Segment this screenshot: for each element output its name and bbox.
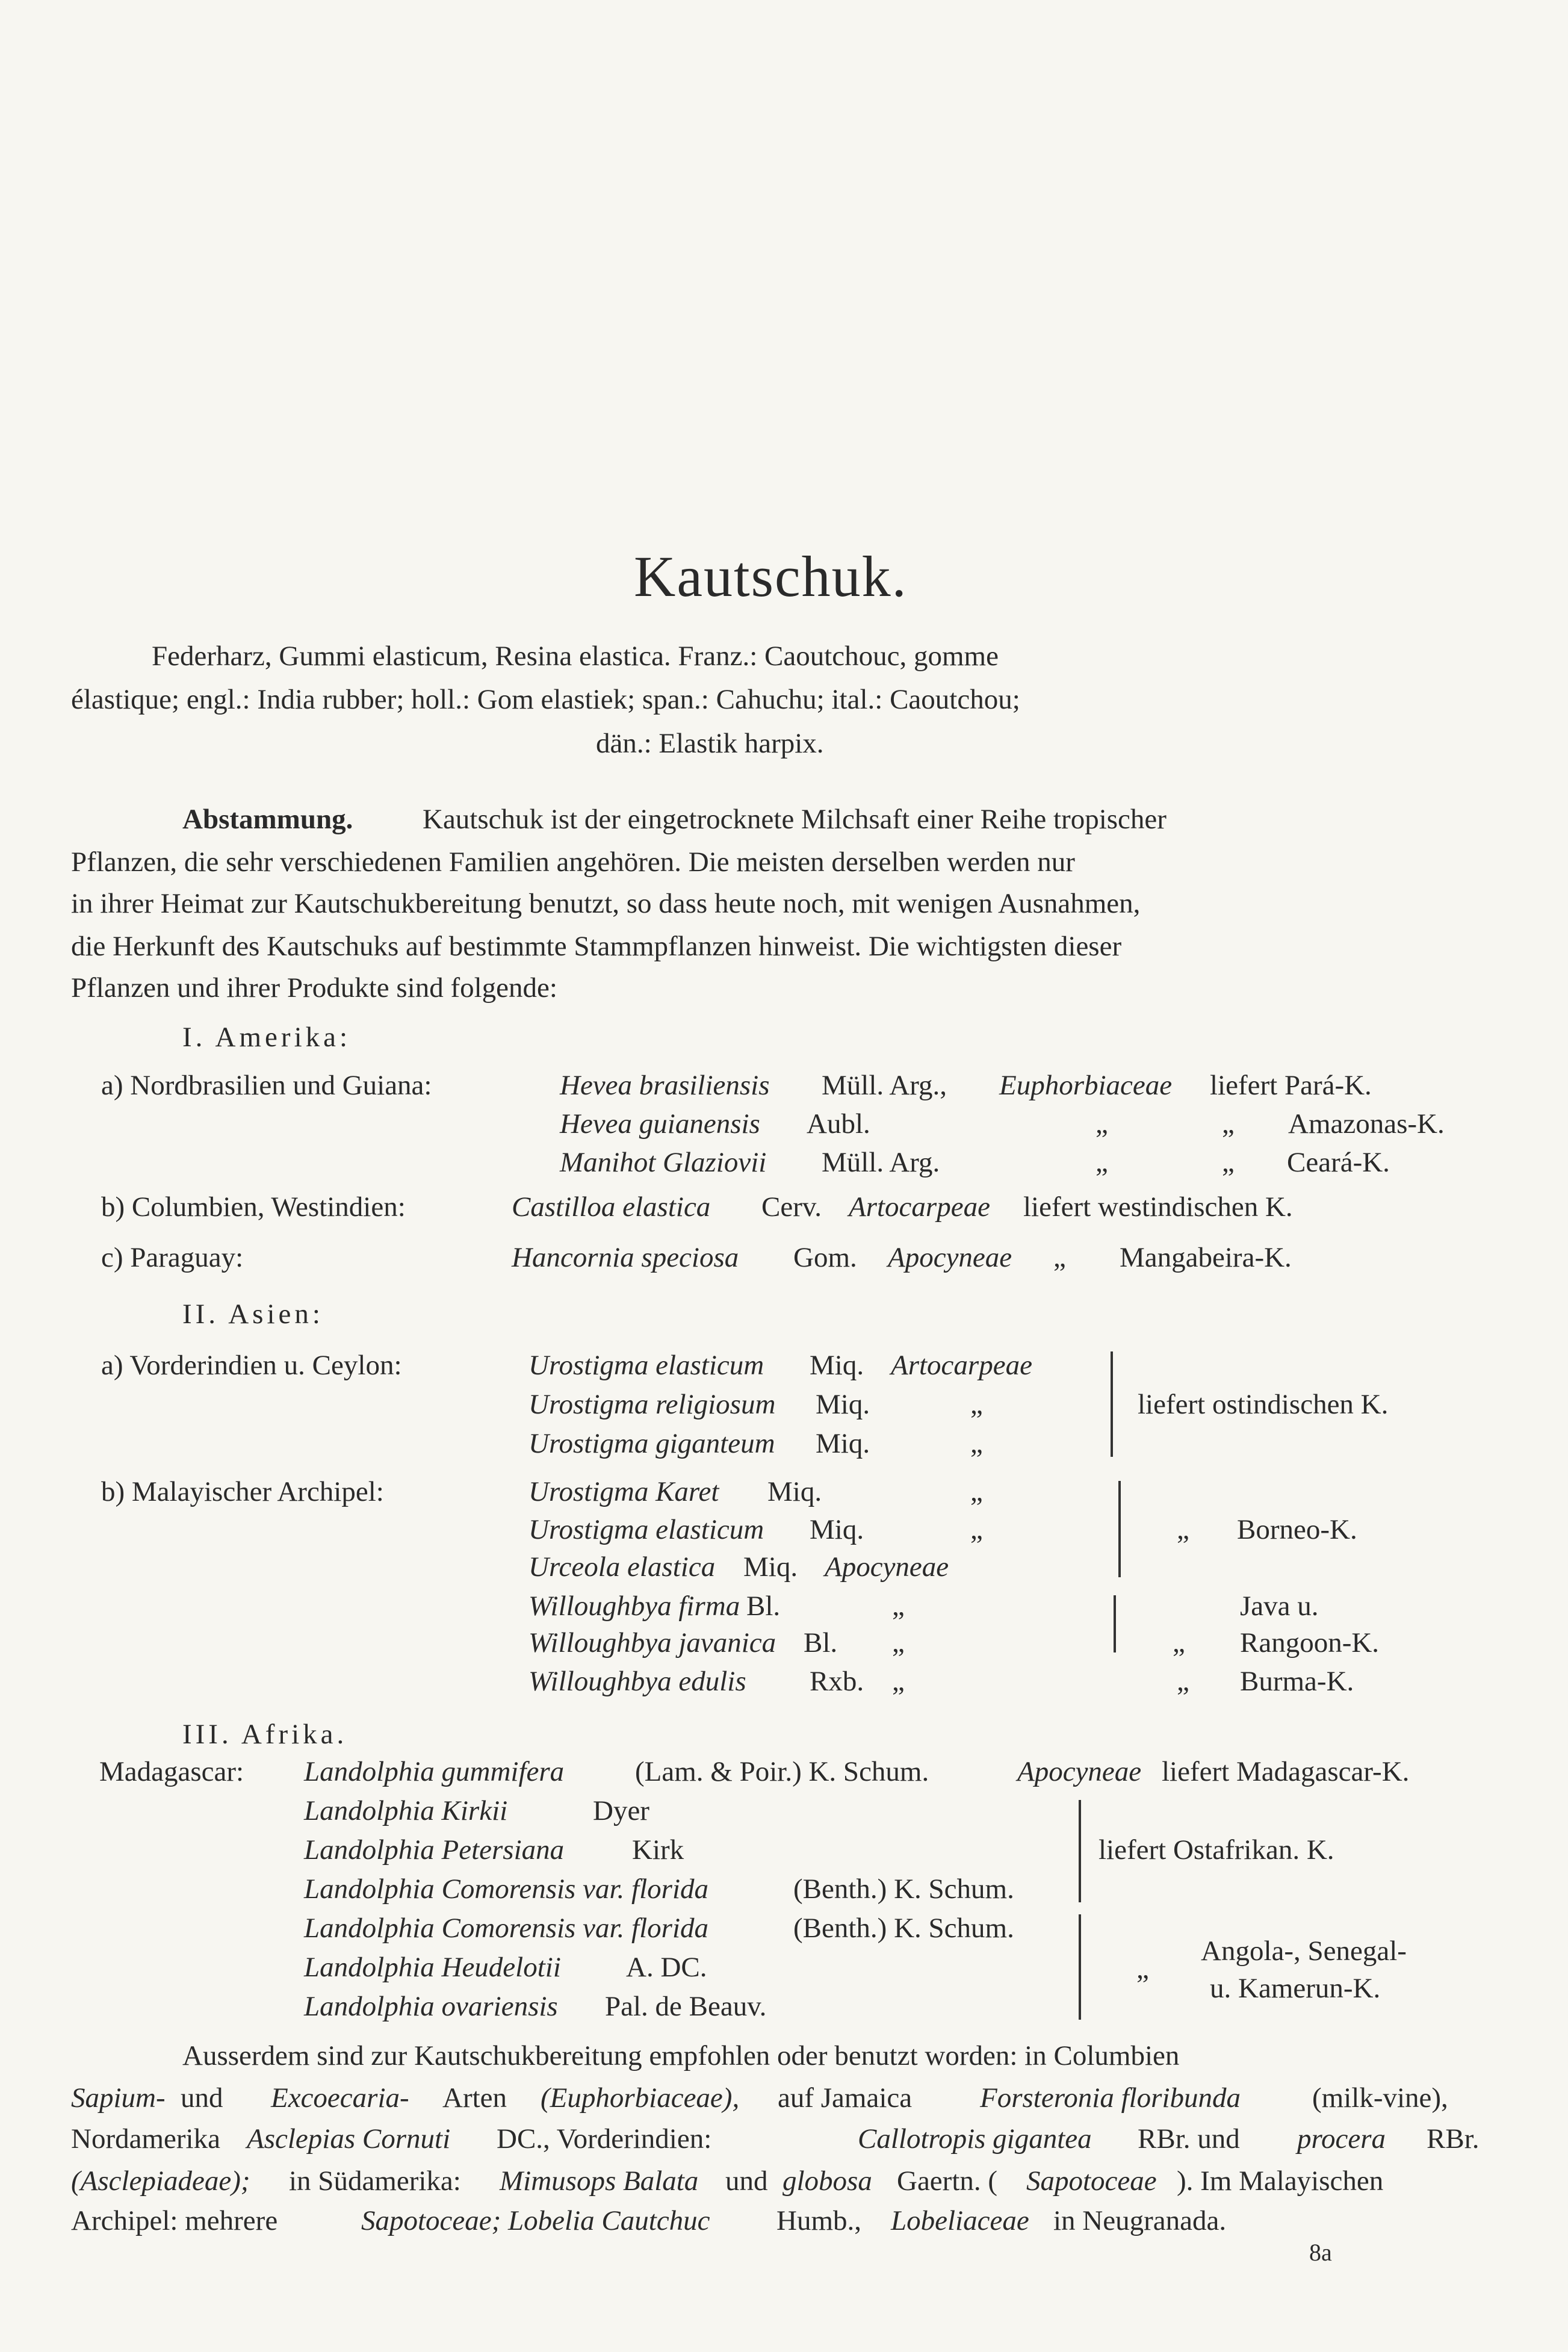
america-a3-ditto-2: „ [1222, 1147, 1235, 1178]
africa-w2-species: Landolphia Heudelotii [304, 1952, 561, 1983]
america-a2-species: Hevea guianensis [560, 1108, 760, 1140]
brace-africa-east [1079, 1800, 1081, 1902]
asia-b-label: b) Malayischer Archipel: [101, 1476, 384, 1507]
america-c-species: Hancornia speciosa [512, 1242, 739, 1273]
america-b-product: liefert westindischen K. [1023, 1191, 1293, 1223]
africa-w2-author: A. DC. [626, 1952, 707, 1983]
asia-b4-species: Willoughbya firma [528, 1590, 740, 1622]
closing-l3-d: Callotropis gigantea [858, 2123, 1092, 2155]
africa-madagascar-label: Madagascar: [99, 1756, 244, 1787]
closing-l4-h: ). Im Malayischen [1177, 2165, 1384, 2197]
africa-o-product: liefert Ostafrikan. K. [1099, 1834, 1334, 1866]
america-b-family: Artocarpeae [849, 1191, 990, 1223]
closing-l3-c: DC., Vorderindien: [497, 2123, 712, 2155]
closing-l3-b: Asclepias Cornuti [247, 2123, 451, 2155]
asia-a3-author: Miq. [816, 1428, 870, 1459]
america-a2-ditto-2: „ [1222, 1108, 1235, 1140]
brace-asia-a [1111, 1351, 1113, 1457]
intro-line-1: Kautschuk ist der eingetrocknete Milchsaft einer Reihe tropischer [423, 804, 1167, 835]
closing-l3-f: procera [1297, 2123, 1386, 2155]
asia-b1-ditto: „ [970, 1476, 983, 1507]
asia-b-product2-line1: Java u. [1240, 1590, 1319, 1622]
heading-amerika: I. Amerika: [182, 1022, 352, 1053]
america-a3-product: Ceará-K. [1287, 1147, 1390, 1178]
closing-l2-a: Sapium- [71, 2082, 166, 2114]
brace-asia-b-2 [1114, 1595, 1116, 1652]
closing-l5-b: Sapotoceae; Lobelia Cautchuc [361, 2205, 710, 2236]
asia-a3-species: Urostigma giganteum [528, 1428, 775, 1459]
asia-b5-author: Bl. [804, 1627, 838, 1659]
closing-l5-e: in Neugranada. [1053, 2205, 1227, 2236]
intro-line-2: Pflanzen, die sehr verschiedenen Familien angehören. Die meisten derselben werden nur [71, 846, 1075, 878]
asia-b-product1: Borneo-K. [1237, 1514, 1357, 1545]
america-a-label: a) Nordbrasilien und Guiana: [101, 1070, 432, 1101]
america-c-family: Apocyneae [888, 1242, 1012, 1273]
synonyms-line-2: élastique; engl.: India rubber; holl.: Gom elastiek; span.: Cahuchu; ital.: Caoutchou; [71, 684, 1020, 715]
intro-line-3: in ihrer Heimat zur Kautschukbereitung benutzt, so dass heute noch, mit wenigen Ausnahmen, [71, 888, 1141, 919]
america-c-author: Gom. [793, 1242, 857, 1273]
closing-l2-c: Excoecaria- [271, 2082, 409, 2114]
asia-b1-species: Urostigma Karet [528, 1476, 719, 1507]
asia-b1-author: Miq. [767, 1476, 822, 1507]
asia-a1-family: Artocarpeae [891, 1350, 1032, 1381]
africa-w-product-line2: u. Kamerun-K. [1210, 1973, 1381, 2004]
asia-b3-species: Urceola elastica [528, 1551, 716, 1583]
closing-l4-d: und [725, 2165, 768, 2197]
africa-w3-species: Landolphia ovariensis [304, 1991, 558, 2022]
asia-a2-species: Urostigma religiosum [528, 1389, 776, 1420]
closing-l3-e: RBr. und [1138, 2123, 1240, 2155]
africa-m-family: Apocyneae [1017, 1756, 1142, 1787]
africa-w-ditto: „ [1136, 1953, 1149, 1985]
closing-l4-f: Gaertn. ( [897, 2165, 998, 2197]
heading-asien: II. Asien: [182, 1299, 324, 1330]
africa-w3-author: Pal. de Beauv. [605, 1991, 767, 2022]
asia-a1-author: Miq. [810, 1350, 864, 1381]
asia-b5-ditto: „ [892, 1627, 905, 1659]
closing-l2-b: und [181, 2082, 223, 2114]
africa-o1-species: Landolphia Kirkii [304, 1795, 508, 1826]
section-heading-abstammung: Abstammung. [182, 804, 353, 835]
america-a3-author: Müll. Arg. [822, 1147, 940, 1178]
asia-a-label: a) Vorderindien u. Ceylon: [101, 1350, 402, 1381]
heading-afrika: III. Afrika. [182, 1719, 348, 1750]
asia-b2-author: Miq. [810, 1514, 864, 1545]
africa-o1-author: Dyer [593, 1795, 649, 1826]
asia-b2-ditto: „ [970, 1514, 983, 1545]
closing-l5-c: Humb., [776, 2205, 861, 2236]
america-c-ditto: „ [1053, 1242, 1066, 1273]
asia-b2-species: Urostigma elasticum [528, 1514, 764, 1545]
america-c-product: Mangabeira-K. [1120, 1242, 1292, 1273]
asia-b6-ditto: „ [892, 1666, 905, 1697]
asia-b6-author: Rxb. [810, 1666, 864, 1697]
closing-l5-d: Lobeliaceae [891, 2205, 1029, 2236]
america-b-label: b) Columbien, Westindien: [101, 1191, 406, 1223]
america-a2-ditto-1: „ [1095, 1108, 1108, 1140]
closing-l5-a: Archipel: mehrere [71, 2205, 278, 2236]
closing-l2-e: (Euphorbiaceae), [541, 2082, 740, 2114]
america-a1-species: Hevea brasiliensis [560, 1070, 770, 1101]
africa-w1-author: (Benth.) K. Schum. [793, 1913, 1014, 1944]
closing-l3-g: RBr. [1427, 2123, 1480, 2155]
page-number: 8a [1309, 2239, 1332, 2266]
africa-w-product-line1: Angola-, Senegal- [1201, 1935, 1407, 1967]
synonyms-line-1: Federharz, Gummi elasticum, Resina elastica. Franz.: Caoutchouc, gomme [152, 641, 999, 672]
africa-o2-author: Kirk [632, 1834, 684, 1866]
intro-line-5: Pflanzen und ihrer Produkte sind folgende: [71, 972, 557, 1004]
asia-b6-species: Willoughbya edulis [528, 1666, 746, 1697]
closing-l2-d: Arten [442, 2082, 507, 2114]
asia-a-product: liefert ostindischen K. [1138, 1389, 1389, 1420]
closing-line-1: Ausserdem sind zur Kautschukbereitung empfohlen oder benutzt worden: in Columbien [182, 2040, 1180, 2071]
america-a1-author: Müll. Arg., [822, 1070, 947, 1101]
asia-b-product3-ditto: „ [1177, 1666, 1189, 1697]
america-a2-author: Aubl. [807, 1108, 870, 1140]
asia-b3-family: Apocyneae [825, 1551, 949, 1583]
africa-o3-author: (Benth.) K. Schum. [793, 1873, 1014, 1905]
america-a1-product: liefert Pará-K. [1210, 1070, 1372, 1101]
page-title: Kautschuk. [634, 544, 908, 609]
asia-a2-ditto: „ [970, 1389, 983, 1420]
america-a3-species: Manihot Glaziovii [560, 1147, 767, 1178]
asia-a1-species: Urostigma elasticum [528, 1350, 764, 1381]
asia-b-product2-line2: Rangoon-K. [1240, 1627, 1380, 1659]
asia-b5-species: Willoughbya javanica [528, 1627, 776, 1659]
closing-l3-a: Nordamerika [71, 2123, 220, 2155]
asia-b-product2-ditto: „ [1173, 1627, 1185, 1659]
asia-b3-author: Miq. [743, 1551, 798, 1583]
africa-m-author: (Lam. & Poir.) K. Schum. [635, 1756, 929, 1787]
closing-l2-g: Forsteronia floribunda [980, 2082, 1241, 2114]
closing-l4-c: Mimusops Balata [500, 2165, 699, 2197]
africa-o3-species: Landolphia Comorensis var. florida [304, 1873, 708, 1905]
africa-o2-species: Landolphia Petersiana [304, 1834, 565, 1866]
brace-africa-west [1079, 1914, 1081, 2020]
africa-m-product: liefert Madagascar-K. [1162, 1756, 1410, 1787]
america-b-author: Cerv. [761, 1191, 822, 1223]
intro-line-4: die Herkunft des Kautschuks auf bestimmte Stammpflanzen hinweist. Die wichtigsten dieser [71, 931, 1122, 962]
africa-w1-species: Landolphia Comorensis var. florida [304, 1913, 708, 1944]
closing-l2-h: (milk-vine), [1312, 2082, 1448, 2114]
asia-b4-author: Bl. [746, 1590, 781, 1622]
asia-b4-ditto: „ [892, 1590, 905, 1622]
closing-l4-b: in Südamerika: [289, 2165, 461, 2197]
america-a3-ditto-1: „ [1095, 1147, 1108, 1178]
closing-l4-a: (Asclepiadeae); [71, 2165, 250, 2197]
america-c-label: c) Paraguay: [101, 1242, 244, 1273]
closing-l2-f: auf Jamaica [778, 2082, 913, 2114]
asia-a2-author: Miq. [816, 1389, 870, 1420]
asia-b-product3: Burma-K. [1240, 1666, 1354, 1697]
closing-l4-e: globosa [782, 2165, 872, 2197]
america-a2-product: Amazonas-K. [1288, 1108, 1445, 1140]
asia-a3-ditto: „ [970, 1428, 983, 1459]
africa-m-species: Landolphia gummifera [304, 1756, 565, 1787]
brace-asia-b-1 [1118, 1481, 1121, 1577]
closing-l4-g: Sapotoceae [1026, 2165, 1157, 2197]
america-b-species: Castilloa elastica [512, 1191, 711, 1223]
synonyms-line-3: dän.: Elastik harpix. [596, 728, 824, 759]
america-a1-family: Euphorbiaceae [999, 1070, 1173, 1101]
asia-b-product1-ditto: „ [1177, 1514, 1189, 1545]
